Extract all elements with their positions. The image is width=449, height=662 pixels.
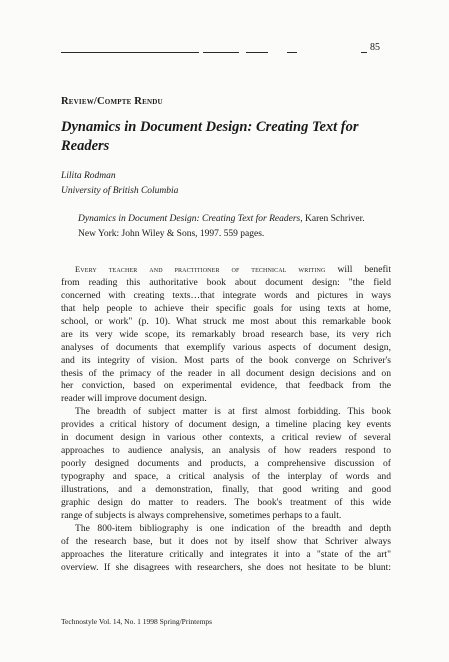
body-line: The 800-item bibliography is one indication of the breadth and depth (75, 522, 391, 534)
section-label: Review/Compte Rendu (61, 96, 163, 107)
body-line: approaches the literature critically and integrates it into a "state of the art" (61, 548, 391, 560)
body-line: that help people to achieve their specific goals for using texts at home, (61, 302, 391, 314)
body-line: typography and space, a critical analysis of the interplay of words and (61, 471, 391, 482)
citation-book-title: Dynamics in Document Design: Creating Text for Readers, (78, 214, 303, 224)
body-line: Every teacher and practitioner of technical writing will benefit (75, 264, 391, 275)
body-line: and its integrity of vision. Most parts of the book converge on Schriver's (61, 354, 391, 366)
body-line: thesis of the primacy of the reader in all document design decisions and on (61, 367, 391, 379)
header-rule (246, 52, 268, 53)
body-line: in document design in various other contexts, a critical review of several (61, 432, 391, 444)
body-line: reader will improve document design. (61, 393, 207, 405)
header-rule (61, 52, 199, 53)
body-line: school, or work" (p. 10). What struck me most about this remarkable book (61, 315, 391, 327)
body-line: The breadth of subject matter is at first almost forbidding. This book (75, 406, 391, 418)
body-line: analyses of documents that exemplify various aspects of document design, (61, 341, 391, 353)
citation-details: Karen Schriver. New York: John Wiley & Sons, 1997. 559 pages. (78, 214, 365, 239)
author-affiliation: University of British Columbia (61, 186, 179, 196)
header-rule (361, 52, 367, 53)
body-line: approaches to audience analysis, an analysis of how readers respond to (61, 445, 391, 457)
book-citation (78, 212, 378, 242)
journal-footer: Technostyle Vol. 14, No. 1 1998 Spring/Printemps (61, 617, 213, 626)
review-body (61, 264, 391, 575)
body-line: provides a critical history of document design, a timeline placing key events (61, 419, 391, 431)
article-title: Dynamics in Document Design: Creating Text for Readers (61, 119, 359, 154)
body-line: overview. If she disagrees with researchers, she does not hesitate to be blunt: (61, 561, 391, 573)
body-line: from reading this authoritative book about document design: "the field (61, 276, 391, 288)
body-line: poorly designed documents and products, a comprehensive discussion of (61, 458, 391, 470)
author-name: Lilita Rodman (61, 171, 116, 181)
header-rule (203, 52, 239, 53)
page-number: 85 (370, 42, 380, 53)
body-line: illustrations, and a demonstration, finally, that good writing and good (61, 483, 391, 495)
body-line: concerned with creating texts…that integrate words and pictures in ways (61, 289, 391, 301)
lead-in-smallcaps: Every teacher and practitioner of technical writing (75, 265, 326, 274)
body-line: her conviction, based on experimental evidence, that feedback from the (61, 380, 391, 392)
body-line: range of subjects is always comprehensive, sometimes perhaps to a fault. (61, 509, 342, 521)
body-line: are its very wide scope, its remarkably broad research base, its very rich (61, 328, 391, 340)
header-rule (287, 52, 297, 53)
body-line: of the research base, but it does not by itself show that Schriver always (61, 535, 391, 547)
body-line: graphic design do matter to readers. The book's treatment of this wide (61, 496, 391, 508)
